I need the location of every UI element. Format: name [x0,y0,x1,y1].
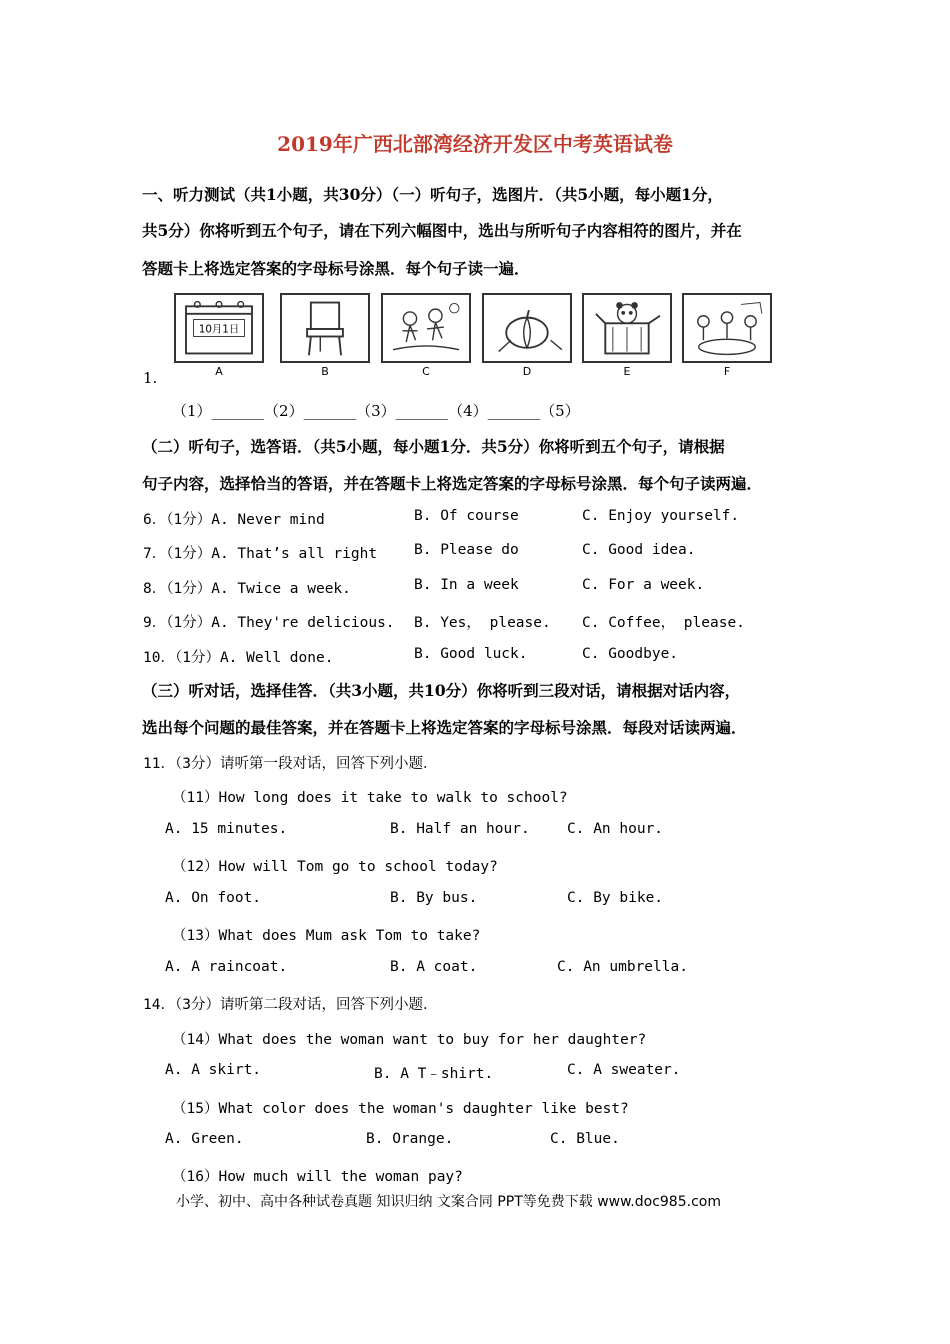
picture-a-calendar [174,293,264,363]
question-11-sub2: （12）How will Tom go to school today? [172,859,498,875]
question-6-option-c: C. Enjoy yourself. [582,508,740,524]
question-14-sub3: （16）How much will the woman pay? [172,1169,463,1185]
question-14-sub1-option-c: C. A sweater. [567,1062,681,1078]
question-8-option-b: B. In a week [414,577,519,593]
question-7-option-c: C. Good idea. [582,542,696,558]
question-11-sub1: （11）How long does it take to walk to school? [172,790,568,806]
section1-line1: 一、听力测试（共1小题，共30分）（一）听句子，选图片．（共5小题，每小题1分， [142,185,723,204]
picture-letter-f: F [723,365,731,378]
section2-line1: （二）听句子，选答语．（共5小题，每小题1分．共5分）你将听到五个句子，请根据 [142,437,725,456]
question-9-option-b: B. Yes， please. [414,615,551,631]
picture-letter-e: E [623,365,631,378]
question-14-sub1-option-b: B. A T﹣shirt. [374,1066,494,1082]
question-11-sub3-option-c: C. An umbrella. [557,959,688,975]
children-playing-icon [383,295,469,361]
section3-line2: 选出每个问题的最佳答案，并在答题卡上将选定答案的字母标号涂黑．每段对话读两遍． [142,718,747,737]
calendar-icon [176,295,262,361]
question-6-option-b: B. Of course [414,508,519,524]
question-11-header: 11．（3分）请听第一段对话，回答下列小题． [143,756,438,772]
question-14-sub2-option-c: C. Blue. [550,1131,620,1147]
question-10: 10．（1分）A. Well done. [143,650,334,666]
section3-line1: （三）听对话，选择佳答．（共3小题，共10分）你将听到三段对话，请根据对话内容， [142,681,741,700]
question-11-sub1-option-b: B. Half an hour. [390,821,530,837]
picture-f-picnic [682,293,772,363]
question-14-header: 14．（3分）请听第二段对话，回答下列小题． [143,997,438,1013]
question-11-sub2-option-b: B. By bus. [390,890,478,906]
question-14-sub2-option-a: A. Green. [165,1131,244,1147]
page-title: 2019年广西北部湾经济开发区中考英语试卷 [277,132,673,156]
question-14-sub2-option-b: B. Orange. [366,1131,454,1147]
question-8: 8．（1分）A. Twice a week. [143,581,351,597]
question-7: 7．（1分）A. That’s all right [143,546,378,562]
question-10-option-b: B. Good luck. [414,646,528,662]
question-14-sub1: （14）What does the woman want to buy for her daughter? [172,1032,647,1048]
picture-b-chair [280,293,370,363]
question-11-sub1-option-a: A. 15 minutes. [165,821,288,837]
question-9: 9．（1分）A. They're delicious. [143,615,395,631]
question-10-option-c: C. Goodbye. [582,646,679,662]
question-14-sub1-option-a: A. A skirt. [165,1062,262,1078]
section1-line3: 答题卡上将选定答案的字母标号涂黑．每个句子读一遍． [142,259,530,278]
picture-letter-c: C [422,365,430,378]
pumpkin-icon [484,295,570,361]
footer-watermark: 小学、初中、高中各种试卷真题 知识归纳 文案合同 PPT等免费下载 www.doc985.com [176,1194,721,1210]
question-9-option-c: C. Coffee， please. [582,615,745,631]
question-number-1: 1. [143,369,158,387]
question-14-sub2: （15）What color does the woman's daughter like best? [172,1101,629,1117]
question-11-sub3: （13）What does Mum ask Tom to take? [172,928,481,944]
picture-e-panda-box [582,293,672,363]
question-6: 6．（1分）A. Never mind [143,512,325,528]
section2-line2: 句子内容，选择恰当的答语，并在答题卡上将选定答案的字母标号涂黑．每个句子读两遍． [142,474,763,493]
picnic-icon [684,295,770,361]
picture-letter-d: D [522,365,532,378]
question-11-sub2-option-a: A. On foot. [165,890,262,906]
calendar-date-text: 10月1日 [198,323,240,336]
question-8-option-c: C. For a week. [582,577,705,593]
question-7-option-b: B. Please do [414,542,519,558]
question-11-sub3-option-a: A. A raincoat. [165,959,288,975]
picture-letter-b: B [321,365,329,378]
question-11-sub2-option-c: C. By bike. [567,890,664,906]
question-11-sub1-option-c: C. An hour. [567,821,664,837]
picture-d-pumpkin [482,293,572,363]
question-11-sub3-option-b: B. A coat. [390,959,478,975]
picture-letter-a: A [215,365,223,378]
panda-box-icon [584,295,670,361]
chair-icon [282,295,368,361]
picture-c-children-playing [381,293,471,363]
section1-line2: 共5分）你将听到五个句子，请在下列六幅图中，选出与所听句子内容相符的图片，并在 [142,221,742,240]
answer-blanks: （1）_______（2）_______（3）_______（4）_______（5） [172,402,580,420]
